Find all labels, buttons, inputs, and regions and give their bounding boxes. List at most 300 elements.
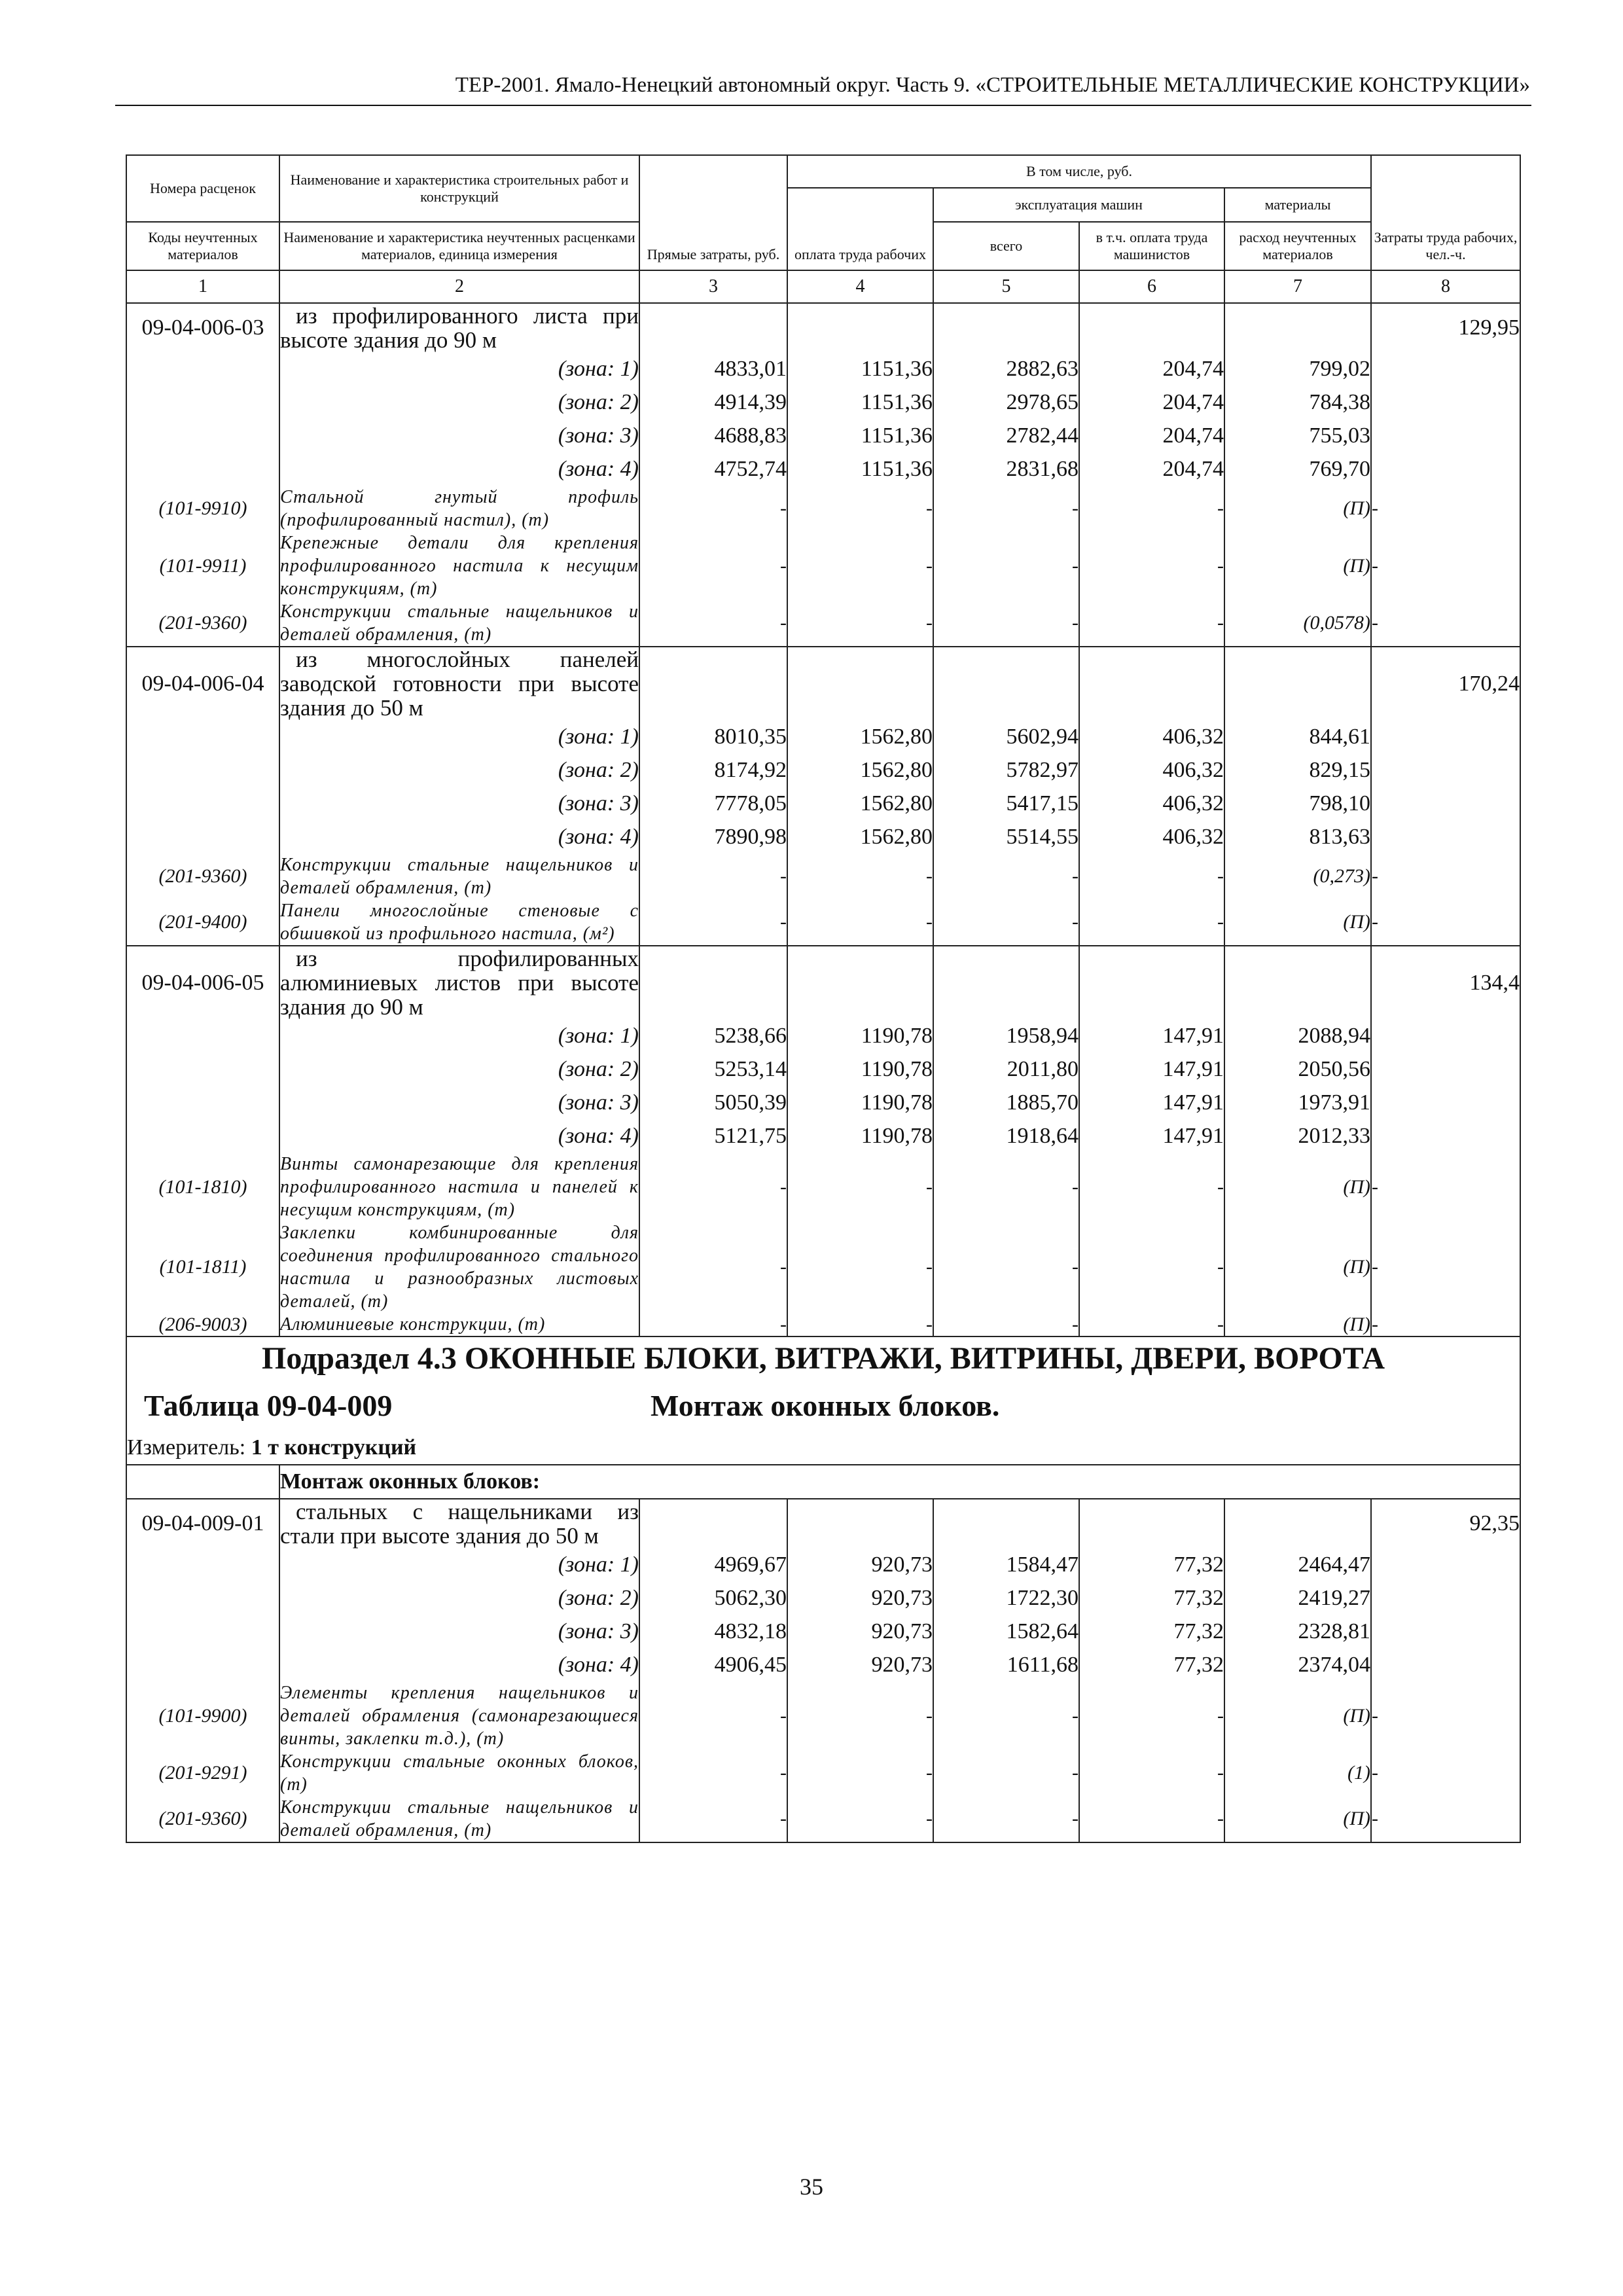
zone-value: 829,15 bbox=[1224, 753, 1371, 787]
dash-cell: - bbox=[787, 1750, 933, 1796]
dash-cell: - bbox=[639, 1221, 787, 1313]
dash-cell: - bbox=[1079, 1313, 1224, 1336]
material-code: (201-9360) bbox=[126, 600, 279, 647]
dash-cell: - bbox=[639, 1681, 787, 1750]
material-row bbox=[126, 1681, 1520, 1750]
labor-cost: 129,95 bbox=[1371, 303, 1520, 352]
material-consumption: (П) bbox=[1224, 1313, 1371, 1336]
empty-cell bbox=[126, 1052, 279, 1086]
dash-cell: - bbox=[639, 1153, 787, 1221]
dash-cell: - bbox=[1371, 486, 1520, 531]
material-code: (206-9003) bbox=[126, 1313, 279, 1336]
empty-cell bbox=[126, 352, 279, 386]
dash-cell: - bbox=[1079, 1750, 1224, 1796]
col-num: 4 bbox=[787, 270, 933, 303]
dash-cell: - bbox=[1371, 1221, 1520, 1313]
empty-cell bbox=[126, 1548, 279, 1581]
rate-name: из профилированных алюминиевых листов при высоте здания до 90 м bbox=[280, 946, 639, 1020]
zone-value: 1190,78 bbox=[787, 1086, 933, 1119]
material-row bbox=[126, 1796, 1520, 1842]
empty-cell bbox=[1371, 787, 1520, 820]
zone-value: 920,73 bbox=[787, 1648, 933, 1681]
material-code: (201-9360) bbox=[126, 853, 279, 899]
zone-value: 2464,47 bbox=[1224, 1548, 1371, 1581]
material-consumption: (1) bbox=[1224, 1750, 1371, 1796]
dash-cell: - bbox=[639, 1796, 787, 1842]
col3-header: Прямые затраты, руб. bbox=[639, 155, 787, 270]
zone-value: 2882,63 bbox=[933, 352, 1079, 386]
dash-cell: - bbox=[1371, 1681, 1520, 1750]
dash-cell: - bbox=[933, 486, 1079, 531]
empty-cell bbox=[639, 946, 787, 1019]
zone-row bbox=[126, 419, 1520, 452]
empty-cell bbox=[1371, 1615, 1520, 1648]
rate-header-row bbox=[126, 946, 1520, 1019]
dash-cell: - bbox=[1371, 1750, 1520, 1796]
zone-label: (зона: 1) bbox=[279, 1548, 639, 1581]
empty-cell bbox=[126, 720, 279, 753]
empty-cell bbox=[1371, 1086, 1520, 1119]
subsection-title: Подраздел 4.3 ОКОННЫЕ БЛОКИ, ВИТРАЖИ, ВИТРИНЫ, ДВЕРИ, ВОРОТА bbox=[126, 1336, 1520, 1379]
material-code: (201-9291) bbox=[126, 1750, 279, 1796]
zone-value: 2011,80 bbox=[933, 1052, 1079, 1086]
zone-row bbox=[126, 753, 1520, 787]
dash-cell: - bbox=[1079, 1153, 1224, 1221]
col-num: 1 bbox=[126, 270, 279, 303]
zone-label: (зона: 4) bbox=[279, 1648, 639, 1681]
empty-cell bbox=[1079, 647, 1224, 720]
empty-cell bbox=[1371, 386, 1520, 419]
empty-cell bbox=[1371, 1052, 1520, 1086]
zone-value: 784,38 bbox=[1224, 386, 1371, 419]
material-code: (101-1810) bbox=[126, 1153, 279, 1221]
dash-cell: - bbox=[639, 486, 787, 531]
zone-value: 5238,66 bbox=[639, 1019, 787, 1052]
empty-cell bbox=[1224, 946, 1371, 1019]
material-consumption: (П) bbox=[1224, 531, 1371, 600]
dash-cell: - bbox=[639, 1313, 787, 1336]
running-header: ТЕР-2001. Ямало-Ненецкий автономный округ. Часть 9. «СТРОИТЕЛЬНЫЕ МЕТАЛЛИЧЕСКИЕ КОНСТРУКЦИИ» bbox=[455, 73, 1530, 97]
zone-value: 4752,74 bbox=[639, 452, 787, 486]
empty-cell bbox=[126, 1119, 279, 1153]
empty-cell bbox=[933, 1499, 1079, 1548]
empty-cell bbox=[787, 946, 933, 1019]
material-consumption: (П) bbox=[1224, 1153, 1371, 1221]
table-number: Таблица 09-04-009 bbox=[144, 1389, 393, 1422]
zone-value: 8174,92 bbox=[639, 753, 787, 787]
material-row bbox=[126, 853, 1520, 899]
empty-cell bbox=[1371, 720, 1520, 753]
zone-value: 4969,67 bbox=[639, 1548, 787, 1581]
empty-cell bbox=[1371, 820, 1520, 853]
labor-cost: 92,35 bbox=[1371, 1499, 1520, 1548]
material-code: (101-9911) bbox=[126, 531, 279, 600]
zone-value: 7890,98 bbox=[639, 820, 787, 853]
material-row bbox=[126, 899, 1520, 946]
zone-value: 204,74 bbox=[1079, 452, 1224, 486]
zone-value: 1582,64 bbox=[933, 1615, 1079, 1648]
zone-row bbox=[126, 787, 1520, 820]
material-consumption: (П) bbox=[1224, 1221, 1371, 1313]
empty-cell bbox=[639, 1499, 787, 1548]
measure-label: Измеритель: bbox=[127, 1435, 246, 1460]
table-header bbox=[126, 155, 1520, 303]
empty-cell bbox=[1371, 1548, 1520, 1581]
zone-value: 77,32 bbox=[1079, 1615, 1224, 1648]
zone-value: 406,32 bbox=[1079, 720, 1224, 753]
in-total-header: В том числе, руб. bbox=[787, 155, 1371, 188]
col8-header: Затраты труда рабочих, чел.-ч. bbox=[1371, 155, 1520, 270]
empty-cell bbox=[126, 1648, 279, 1681]
zone-value: 147,91 bbox=[1079, 1052, 1224, 1086]
zone-value: 2782,44 bbox=[933, 419, 1079, 452]
dash-cell: - bbox=[1079, 600, 1224, 647]
zone-value: 147,91 bbox=[1079, 1019, 1224, 1052]
labor-cost: 134,4 bbox=[1371, 946, 1520, 1019]
material-consumption: (0,273) bbox=[1224, 853, 1371, 899]
zone-value: 1151,36 bbox=[787, 352, 933, 386]
dash-cell: - bbox=[1371, 899, 1520, 946]
zone-value: 1918,64 bbox=[933, 1119, 1079, 1153]
table-name: Монтаж оконных блоков. bbox=[651, 1389, 1000, 1422]
dash-cell: - bbox=[933, 1221, 1079, 1313]
col7-header: расход неучтенных материалов bbox=[1224, 222, 1371, 270]
empty-cell bbox=[933, 647, 1079, 720]
col-num: 3 bbox=[639, 270, 787, 303]
empty-cell bbox=[126, 753, 279, 787]
material-code: (101-9910) bbox=[126, 486, 279, 531]
zone-label: (зона: 2) bbox=[279, 386, 639, 419]
material-code: (101-9900) bbox=[126, 1681, 279, 1750]
rate-header-row bbox=[126, 303, 1520, 352]
zone-value: 406,32 bbox=[1079, 787, 1224, 820]
dash-cell: - bbox=[1079, 1681, 1224, 1750]
material-name: Винты самонарезающие для крепления профилированного настила и панелей к несущим конструкциям, (т) bbox=[280, 1154, 639, 1220]
zone-label: (зона: 3) bbox=[279, 419, 639, 452]
dash-cell: - bbox=[1371, 1313, 1520, 1336]
zone-label: (зона: 2) bbox=[279, 1581, 639, 1615]
dash-cell: - bbox=[1079, 486, 1224, 531]
material-name: Конструкции стальные нащельников и деталей обрамления, (т) bbox=[280, 855, 639, 898]
zone-value: 1973,91 bbox=[1224, 1086, 1371, 1119]
zone-row bbox=[126, 1019, 1520, 1052]
zone-value: 1584,47 bbox=[933, 1548, 1079, 1581]
subsection-block bbox=[126, 1336, 1520, 1499]
col-num: 2 bbox=[279, 270, 639, 303]
zone-value: 1722,30 bbox=[933, 1581, 1079, 1615]
zone-row bbox=[126, 1052, 1520, 1086]
zone-value: 2831,68 bbox=[933, 452, 1079, 486]
col1-top-header: Номера расценок bbox=[126, 155, 279, 222]
zone-row bbox=[126, 1615, 1520, 1648]
zone-value: 755,03 bbox=[1224, 419, 1371, 452]
material-name: Стальной гнутый профиль (профилированный настил), (т) bbox=[280, 487, 639, 530]
zone-value: 406,32 bbox=[1079, 820, 1224, 853]
rate-code: 09-04-006-03 bbox=[126, 303, 279, 352]
dash-cell: - bbox=[787, 899, 933, 946]
zone-value: 77,32 bbox=[1079, 1548, 1224, 1581]
material-row bbox=[126, 1221, 1520, 1313]
zone-label: (зона: 4) bbox=[279, 820, 639, 853]
dash-cell: - bbox=[1371, 531, 1520, 600]
zone-value: 2088,94 bbox=[1224, 1019, 1371, 1052]
rate-code: 09-04-006-04 bbox=[126, 647, 279, 720]
zone-value: 920,73 bbox=[787, 1581, 933, 1615]
material-consumption: (П) bbox=[1224, 1796, 1371, 1842]
zone-value: 4906,45 bbox=[639, 1648, 787, 1681]
dash-cell: - bbox=[787, 1313, 933, 1336]
dash-cell: - bbox=[1371, 1796, 1520, 1842]
zone-value: 844,61 bbox=[1224, 720, 1371, 753]
zone-value: 5050,39 bbox=[639, 1086, 787, 1119]
zone-row bbox=[126, 820, 1520, 853]
zone-label: (зона: 4) bbox=[279, 452, 639, 486]
dash-cell: - bbox=[787, 486, 933, 531]
zone-value: 4688,83 bbox=[639, 419, 787, 452]
dash-cell: - bbox=[639, 853, 787, 899]
zone-value: 77,32 bbox=[1079, 1581, 1224, 1615]
zone-row bbox=[126, 352, 1520, 386]
col1-bottom-header: Коды неучтенных материалов bbox=[126, 222, 279, 270]
dash-cell: - bbox=[787, 600, 933, 647]
material-name: Панели многослойные стеновые с обшивкой из профильного настила, (м²) bbox=[279, 899, 639, 946]
zone-label: (зона: 3) bbox=[279, 1086, 639, 1119]
empty-cell bbox=[1371, 753, 1520, 787]
dash-cell: - bbox=[933, 1313, 1079, 1336]
empty-cell bbox=[1371, 452, 1520, 486]
material-name: Конструкции стальные нащельников и деталей обрамления, (т) bbox=[279, 1796, 639, 1842]
zone-value: 1190,78 bbox=[787, 1119, 933, 1153]
empty-cell bbox=[126, 1086, 279, 1119]
zone-row bbox=[126, 1086, 1520, 1119]
dash-cell: - bbox=[1079, 531, 1224, 600]
material-row bbox=[126, 1313, 1520, 1336]
zone-value: 799,02 bbox=[1224, 352, 1371, 386]
material-row bbox=[126, 1153, 1520, 1221]
material-row bbox=[126, 1750, 1520, 1796]
dash-cell: - bbox=[639, 899, 787, 946]
empty-cell bbox=[126, 787, 279, 820]
rate-name: из профилированного листа при высоте здания до 90 м bbox=[280, 303, 639, 353]
rate-name: из многослойных панелей заводской готовности при высоте здания до 50 м bbox=[280, 647, 639, 721]
zone-row bbox=[126, 452, 1520, 486]
rate-header-row bbox=[126, 1499, 1520, 1548]
col4-header: оплата труда рабочих bbox=[787, 188, 933, 270]
zone-row bbox=[126, 386, 1520, 419]
zone-value: 1190,78 bbox=[787, 1019, 933, 1052]
zone-value: 5417,15 bbox=[933, 787, 1079, 820]
zone-value: 406,32 bbox=[1079, 753, 1224, 787]
material-name: Заклепки комбинированные для соединения профилированного стального настила и разнообразных листовых деталей, (т) bbox=[280, 1223, 639, 1312]
zone-value: 4833,01 bbox=[639, 352, 787, 386]
empty-cell bbox=[1371, 1119, 1520, 1153]
zone-value: 920,73 bbox=[787, 1548, 933, 1581]
zone-value: 798,10 bbox=[1224, 787, 1371, 820]
zone-row bbox=[126, 1548, 1520, 1581]
machines-header: эксплуатация машин bbox=[933, 188, 1224, 222]
empty-cell bbox=[126, 1019, 279, 1052]
zone-label: (зона: 2) bbox=[279, 753, 639, 787]
zone-value: 1611,68 bbox=[933, 1648, 1079, 1681]
material-name: Крепежные детали для крепления профилированного настила к несущим конструкциям, (т) bbox=[280, 533, 639, 599]
zone-value: 4914,39 bbox=[639, 386, 787, 419]
dash-cell: - bbox=[933, 1681, 1079, 1750]
dash-cell: - bbox=[639, 531, 787, 600]
material-consumption: (П) bbox=[1224, 486, 1371, 531]
dash-cell: - bbox=[933, 1750, 1079, 1796]
zone-value: 1562,80 bbox=[787, 820, 933, 853]
dash-cell: - bbox=[933, 531, 1079, 600]
material-row bbox=[126, 531, 1520, 600]
dash-cell: - bbox=[1371, 600, 1520, 647]
zone-value: 2012,33 bbox=[1224, 1119, 1371, 1153]
labor-cost: 170,24 bbox=[1371, 647, 1520, 720]
zone-value: 5602,94 bbox=[933, 720, 1079, 753]
zone-value: 5062,30 bbox=[639, 1581, 787, 1615]
dash-cell: - bbox=[787, 1153, 933, 1221]
dash-cell: - bbox=[1079, 1796, 1224, 1842]
table-title-line bbox=[126, 1379, 1520, 1431]
material-code: (101-1811) bbox=[126, 1221, 279, 1313]
material-row bbox=[126, 600, 1520, 647]
zone-label: (зона: 2) bbox=[279, 1052, 639, 1086]
empty-cell bbox=[787, 647, 933, 720]
zone-value: 1958,94 bbox=[933, 1019, 1079, 1052]
zone-value: 8010,35 bbox=[639, 720, 787, 753]
page-number: 35 bbox=[800, 2174, 823, 2200]
empty-cell bbox=[787, 303, 933, 352]
dash-cell: - bbox=[639, 600, 787, 647]
zone-value: 5782,97 bbox=[933, 753, 1079, 787]
col5-header: всего bbox=[933, 222, 1079, 270]
material-name: Конструкции стальные нащельников и деталей обрамления, (т) bbox=[279, 600, 639, 647]
empty-cell bbox=[1079, 946, 1224, 1019]
rates-body bbox=[126, 303, 1520, 1336]
empty-cell bbox=[639, 647, 787, 720]
col2-bottom-header: Наименование и характеристика неучтенных расценками материалов, единица измерения bbox=[279, 222, 639, 270]
zone-value: 77,32 bbox=[1079, 1648, 1224, 1681]
zone-value: 204,74 bbox=[1079, 419, 1224, 452]
empty-cell bbox=[933, 303, 1079, 352]
material-consumption: (0,0578) bbox=[1224, 600, 1371, 647]
dash-cell: - bbox=[1079, 853, 1224, 899]
zone-value: 1885,70 bbox=[933, 1086, 1079, 1119]
zone-value: 7778,05 bbox=[639, 787, 787, 820]
col6-header: в т.ч. оплата труда машинистов bbox=[1079, 222, 1224, 270]
measure-value: 1 т конструкций bbox=[251, 1435, 417, 1460]
dash-cell: - bbox=[933, 1153, 1079, 1221]
col-num: 7 bbox=[1224, 270, 1371, 303]
dash-cell: - bbox=[933, 899, 1079, 946]
empty-cell bbox=[787, 1499, 933, 1548]
empty-cell bbox=[1371, 419, 1520, 452]
col-num: 8 bbox=[1371, 270, 1520, 303]
header-rule bbox=[115, 105, 1531, 106]
col2-top-header: Наименование и характеристика строительных работ и конструкций bbox=[279, 155, 639, 222]
col-num: 6 bbox=[1079, 270, 1224, 303]
dash-cell: - bbox=[787, 853, 933, 899]
empty-cell bbox=[1224, 1499, 1371, 1548]
zone-value: 2050,56 bbox=[1224, 1052, 1371, 1086]
materials-header: материалы bbox=[1224, 188, 1371, 222]
dash-cell: - bbox=[639, 1750, 787, 1796]
empty-cell bbox=[126, 820, 279, 853]
zone-value: 2419,27 bbox=[1224, 1581, 1371, 1615]
dash-cell: - bbox=[1371, 1153, 1520, 1221]
group-name: Монтаж оконных блоков: bbox=[279, 1465, 1520, 1499]
rate-name: стальных с нащельниками из стали при высоте здания до 50 м bbox=[280, 1499, 639, 1549]
material-name: Элементы крепления нащельников и деталей обрамления (самонарезающиеся винты, заклепки т.д.), (т) bbox=[280, 1683, 639, 1749]
material-name: Конструкции стальные оконных блоков, (т) bbox=[280, 1751, 639, 1795]
column-numbers-row bbox=[126, 270, 1520, 303]
zone-label: (зона: 1) bbox=[279, 720, 639, 753]
zone-value: 147,91 bbox=[1079, 1119, 1224, 1153]
material-code: (201-9400) bbox=[126, 899, 279, 946]
empty-cell bbox=[126, 1581, 279, 1615]
zone-value: 920,73 bbox=[787, 1615, 933, 1648]
zone-value: 147,91 bbox=[1079, 1086, 1224, 1119]
empty-cell bbox=[126, 452, 279, 486]
zone-value: 5514,55 bbox=[933, 820, 1079, 853]
zone-value: 2374,04 bbox=[1224, 1648, 1371, 1681]
zone-value: 1562,80 bbox=[787, 787, 933, 820]
dash-cell: - bbox=[787, 1681, 933, 1750]
dash-cell: - bbox=[1079, 1221, 1224, 1313]
zone-value: 2328,81 bbox=[1224, 1615, 1371, 1648]
empty-cell bbox=[126, 386, 279, 419]
zone-label: (зона: 4) bbox=[279, 1119, 639, 1153]
dash-cell: - bbox=[787, 1796, 933, 1842]
empty-cell bbox=[933, 946, 1079, 1019]
zone-value: 4832,18 bbox=[639, 1615, 787, 1648]
zone-label: (зона: 1) bbox=[279, 1019, 639, 1052]
zone-value: 1151,36 bbox=[787, 419, 933, 452]
measure-line bbox=[126, 1431, 1520, 1465]
rate-code: 09-04-009-01 bbox=[126, 1499, 279, 1548]
zone-label: (зона: 3) bbox=[279, 787, 639, 820]
material-name: Алюминиевые конструкции, (т) bbox=[279, 1313, 639, 1336]
col-num: 5 bbox=[933, 270, 1079, 303]
zone-value: 204,74 bbox=[1079, 352, 1224, 386]
dash-cell: - bbox=[933, 853, 1079, 899]
zone-row bbox=[126, 1648, 1520, 1681]
zone-value: 769,70 bbox=[1224, 452, 1371, 486]
dash-cell: - bbox=[1079, 899, 1224, 946]
zone-value: 1190,78 bbox=[787, 1052, 933, 1086]
rates-table bbox=[126, 154, 1521, 1843]
group-code-cell bbox=[126, 1465, 279, 1499]
material-code: (201-9360) bbox=[126, 1796, 279, 1842]
dash-cell: - bbox=[1371, 853, 1520, 899]
empty-cell bbox=[1224, 303, 1371, 352]
rate2-body bbox=[126, 1499, 1520, 1842]
dash-cell: - bbox=[787, 531, 933, 600]
empty-cell bbox=[639, 303, 787, 352]
empty-cell bbox=[1371, 1648, 1520, 1681]
empty-cell bbox=[1224, 647, 1371, 720]
material-consumption: (П) bbox=[1224, 1681, 1371, 1750]
empty-cell bbox=[126, 419, 279, 452]
zone-value: 813,63 bbox=[1224, 820, 1371, 853]
material-consumption: (П) bbox=[1224, 899, 1371, 946]
material-row bbox=[126, 486, 1520, 531]
zone-label: (зона: 3) bbox=[279, 1615, 639, 1648]
empty-cell bbox=[1079, 303, 1224, 352]
empty-cell bbox=[1079, 1499, 1224, 1548]
zone-value: 2978,65 bbox=[933, 386, 1079, 419]
zone-value: 204,74 bbox=[1079, 386, 1224, 419]
zone-value: 1562,80 bbox=[787, 753, 933, 787]
